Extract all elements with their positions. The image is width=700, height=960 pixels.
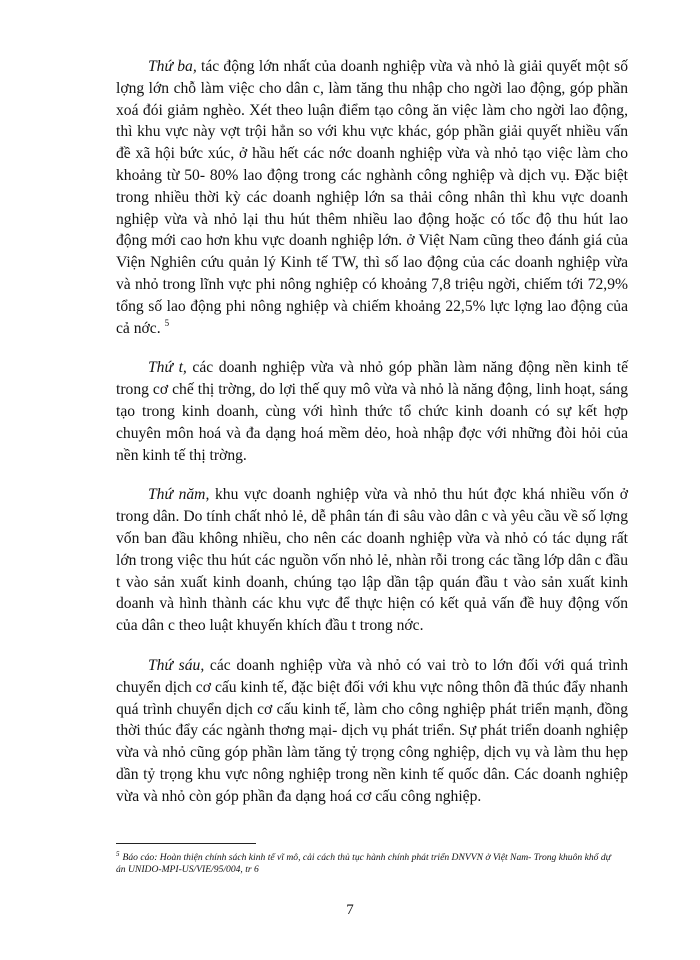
footnote-marker: 5: [116, 849, 120, 858]
footnote-separator: [116, 843, 256, 844]
paragraph-lead: Thứ năm,: [148, 486, 210, 504]
paragraph-body: các doanh nghiệp vừa và nhỏ góp phần làm năng động nền kinh tế trong cơ chế thị trờng, do lợi thế quy mô vừa và nhỏ là năng động, linh hoạt, sáng tạo trong kinh doanh, cùng với hình thức tổ chức kinh doanh có sự kết hợp chuyên môn hoá và đa dạng hoá mềm dẻo, hoà nhập đợc với những đòi hỏi của nền kinh tế thị trờng.: [116, 359, 629, 464]
paragraph-lead: Thứ sáu,: [148, 656, 205, 674]
paragraph-body: các doanh nghiệp vừa và nhỏ có vai trò to lớn đối với quá trình chuyển dịch cơ cấu kinh tế, đặc biệt đối với khu vực nông thôn đã thúc đẩy nhanh quá trình chuyển dịch cơ cấu kinh tế, làm cho công nghiệp phát triển mạnh, đồng thời thúc đẩy các ngành thơng mại- dịch vụ phát triển. Sự phát triển doanh nghiệp vừa và nhỏ cũng góp phần làm tăng tỷ trọng công nghiệp, dịch vụ và làm thu hẹp dần tỷ trọng khu vực nông nghiệp trong nền kinh tế quốc dân. Các doanh nghiệp vừa và nhỏ còn góp phần đa dạng hoá cơ cấu công nghiệp.: [116, 656, 629, 805]
paragraph-lead: Thứ t,: [148, 359, 187, 377]
paragraph-thu-tu: [116, 357, 628, 466]
footnote-reference[interactable]: 5: [164, 318, 170, 329]
paragraph-thu-sau: [116, 655, 628, 808]
footnote-text: Báo cáo: Hoàn thiện chính sách kinh tế vĩ mô, cải cách thủ tục hành chính phát triển DNVVN ở Việt Nam- Trong khuôn khổ dự án UNIDO-MPI-US/VIE/95/004, tr 6: [116, 852, 611, 875]
footnote: [116, 849, 616, 876]
paragraph-thu-nam: [116, 484, 628, 637]
paragraph-body: tác động lớn nhất của doanh nghiệp vừa và nhỏ là giải quyết một số lợng lớn chỗ làm việc cho dân c, làm tăng thu nhập cho ngời lao động, góp phần xoá đói giảm nghèo. Xét theo luận điểm tạo công ăn việc làm cho ngời lao động, thì khu vực này vợt trội hẳn so với khu vực khác, góp phần giải quyết nhiều vấn đề xã hội bức xúc, ở hầu hết các nớc doanh nghiệp vừa và nhỏ tạo việc làm cho khoảng từ 50- 80% lao động trong các nghành công nghiệp và dịch vụ. Đặc biệt trong nhiều thời kỳ các doanh nghiệp lớn sa thải công nhân thì khu vực doanh nghiệp vừa và nhỏ lại thu hút thêm nhiều lao động hoặc có tốc độ thu hút lao động mới cao hơn khu vực doanh nghiệp lớn. ở Việt Nam cũng theo đánh giá của Viện Nghiên cứu quản lý Kinh tế TW, thì số lao động của các doanh nghiệp vừa và nhỏ trong lĩnh vực phi nông nghiệp có khoảng 7,8 triệu ngời, chiếm tới 72,9% tổng số lao động phi nông nghiệp và chiếm khoảng 22,5% lực lợng lao động của cả nớc.: [116, 58, 629, 337]
paragraph-lead: Thứ ba,: [148, 58, 197, 75]
paragraph-body: khu vực doanh nghiệp vừa và nhỏ thu hút đợc khá nhiều vốn ở trong dân. Do tính chất nhỏ lẻ, dễ phân tán đi sâu vào dân c và yêu cầu về số lợng vốn ban đầu không nhiều, cho nên các doanh nghiệp vừa và nhỏ có tác dụng rất lớn trong việc thu hút các nguồn vốn nhỏ lẻ, nhàn rỗi trong các tầng lớp dân c đầu t vào sản xuất kinh doanh, chúng tạo lập dần tập quán đầu t vào sản xuất kinh doanh và hình thành các khu vực để thực hiện có kết quả vấn đề huy động vốn của dân c theo luật khuyến khích đầu t trong nớc.: [116, 486, 628, 635]
page-number: 7: [346, 902, 354, 918]
paragraph-thu-ba: [116, 56, 628, 339]
